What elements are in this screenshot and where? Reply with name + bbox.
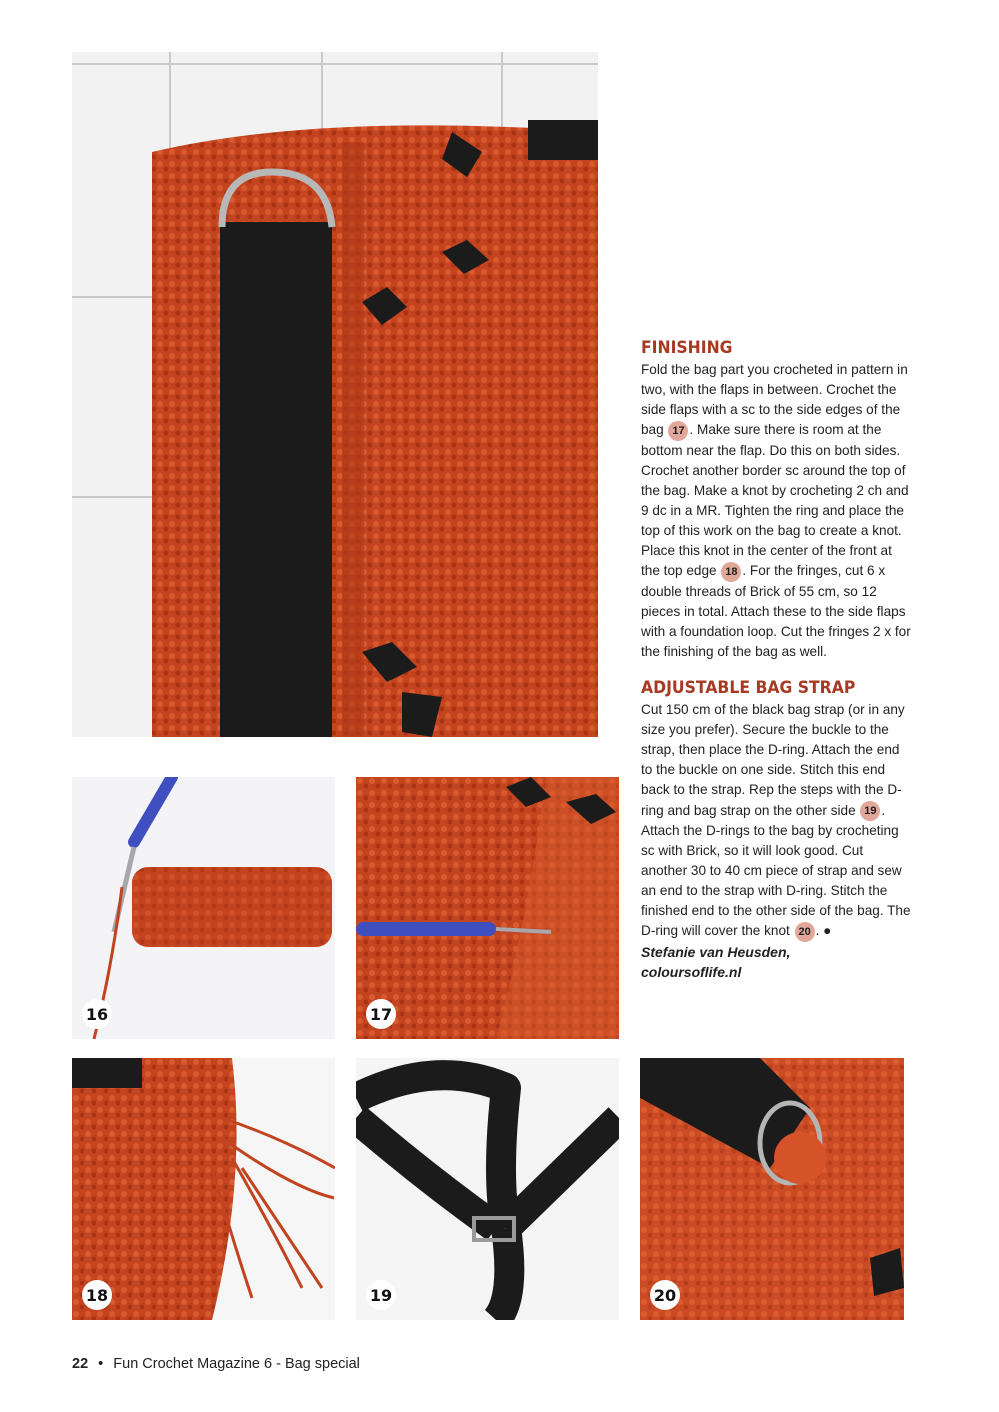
author-name: Stefanie van Heusden, (641, 943, 791, 960)
magazine-title: Fun Crochet Magazine 6 - Bag special (113, 1356, 360, 1372)
author-website: coloursoflife.nl (641, 963, 742, 980)
photo-number-badge: 19 (366, 1280, 396, 1310)
step-photo-20 (640, 1058, 904, 1320)
text-segment: . Make sure there is room at the bottom near the flap. Do this on both sides. Crochet another border sc around the top of the bag. Make a knot by crocheting 2 ch and 9 dc in a MR. Tighten the ring and place the top of this work on the bag to create a knot. Place this knot in the center of the front at the top edge (641, 422, 909, 579)
step-photo-17 (356, 777, 619, 1039)
text-segment: Cut 150 cm of the black bag strap (or in any size you prefer). Secure the buckle to the strap, then place the D-ring. Attach the end to the buckle on one side. Stitch this end back to the strap. Rep the steps with the D-ring and bag strap on the other side (641, 702, 905, 818)
photo-ref-badge: 19 (860, 801, 880, 821)
text-segment: . Attach the D-rings to the bag by crocheting sc with Brick, so it will look good. Cut another 30 to 40 cm piece of strap and sew an end to the strap with D-ring. Stitch the finished end to the other side of the bag. The D-ring will cover the knot (641, 802, 911, 939)
step-photo-19 (356, 1058, 619, 1320)
page-number: 22 (72, 1356, 89, 1372)
finishing-heading: FINISHING (641, 338, 733, 358)
strap-heading: ADJUSTABLE BAG STRAP (641, 678, 856, 699)
photo-ref-badge: 18 (721, 562, 741, 582)
page-footer (72, 1356, 360, 1372)
text-segment: Fold the bag part you crocheted in pattern in two, with the flaps in between. Crochet the side flaps with a sc to the side edges of the bag (641, 362, 908, 438)
main-photo-bag-with-strap (72, 52, 598, 737)
strap-text (641, 700, 911, 942)
photo-number-badge: 18 (82, 1280, 112, 1310)
instructions-column (641, 338, 911, 982)
photo-number-badge: 20 (650, 1280, 680, 1310)
photo-number-badge: 17 (366, 999, 396, 1029)
footer-bullet: • (98, 1356, 104, 1372)
step-photo-18 (72, 1058, 335, 1320)
photo-number-badge: 16 (82, 999, 112, 1029)
text-segment: . ● (815, 923, 832, 939)
photo-ref-badge: 20 (795, 922, 815, 942)
text-segment: . For the fringes, cut 6 x double threads of Brick of 55 cm, so 12 pieces in total. Attach these to the side flaps with a foundation loop. Cut the fringes 2 x for the finishing of the bag as well. (641, 563, 911, 659)
step-photo-16 (72, 777, 335, 1039)
finishing-text (641, 360, 911, 662)
photo-ref-badge: 17 (668, 421, 688, 441)
